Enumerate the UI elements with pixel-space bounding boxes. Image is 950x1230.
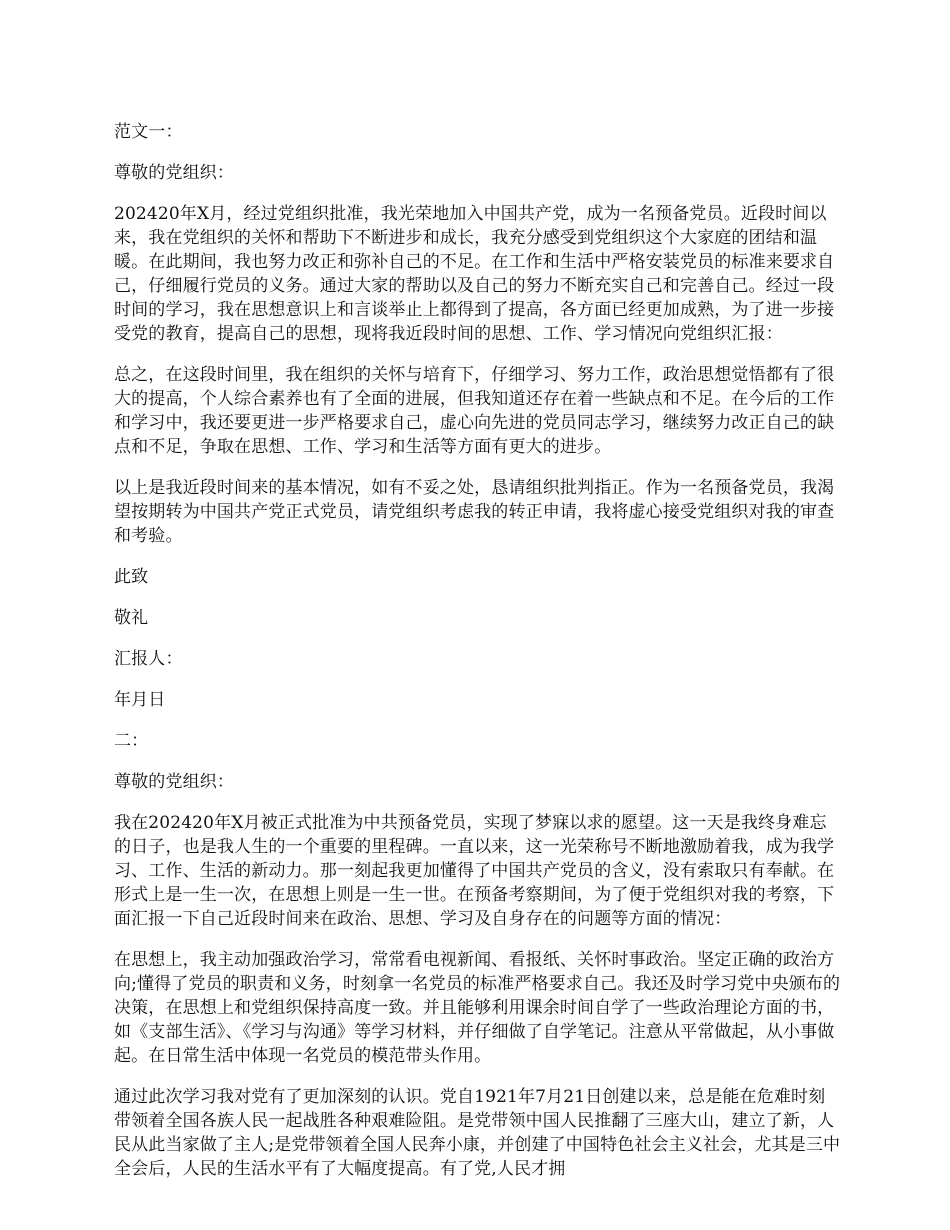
salutation-1: 尊敬的党组织： [114,163,235,183]
document-body [114,120,842,1198]
date-line: 年月日 [114,690,166,710]
closing-line-1: 此致 [114,567,149,587]
salutation-2: 尊敬的党组织： [114,772,235,792]
paragraph-4: 我在202420年X月被正式批准为中共预备党员，实现了梦寐以求的愿望。这一天是我终身难忘的日子，也是我人生的一个重要的里程碑。一直以来，这一光荣称号不断地激励着我，成为我学习、工作、生活的新动力。那一刻起我更加懂得了中国共产党员的含义，没有索取只有奉献。在形式上是一生一次，在思想上则是一生一世。在预备考察期间，为了便于党组织对我的考察，下面汇报一下自己近段时间来在政治、思想、学习及自身存在的问题等方面的情况： [114,813,835,929]
section-heading-1: 范文一： [114,122,183,142]
section-heading-2: 二： [114,731,149,751]
paragraph-3: 以上是我近段时间来的基本情况，如有不妥之处，恳请组织批判指正。作为一名预备党员，我渴望按期转为中国共产党正式党员，请党组织考虑我的转正申请，我将虚心接受党组织对我的审查和考验。 [114,478,835,546]
paragraph-5: 在思想上，我主动加强政治学习，常常看电视新闻、看报纸、关怀时事政治。坚定正确的政治方向;懂得了党员的职责和义务，时刻拿一名党员的标准严格要求自己。我还及时学习党中央颁布的决策，在思想上和党组织保持高度一致。并且能够利用课余时间自学了一些政治理论方面的书，如《支部生活》、《学习与沟通》等学习材料，并仔细做了自学笔记。注意从平常做起，从小事做起。在日常生活中体现一名党员的模范带头作用。 [114,950,841,1066]
reporter-line: 汇报人： [114,649,183,669]
paragraph-2: 总之，在这段时间里，我在组织的关怀与培育下，仔细学习、努力工作，政治思想觉悟都有了很大的提高，个人综合素养也有了全面的进展，但我知道还存在着一些缺点和不足。在今后的工作和学习中，我还要更进一步严格要求自己，虚心向先进的党员同志学习，继续努力改正自己的缺点和不足，争取在思想、工作、学习和生活等方面有更大的进步。 [114,365,835,457]
closing-line-2: 敬礼 [114,608,149,628]
paragraph-1: 202420年X月，经过党组织批准，我光荣地加入中国共产党，成为一名预备党员。近段时间以来，我在党组织的关怀和帮助下不断进步和成长，我充分感受到党组织这个大家庭的团结和温暖。在此期间，我也努力改正和弥补自己的不足。在工作和生活中严格安装党员的标准来要求自己，仔细履行党员的义务。通过大家的帮助以及自己的努力不断充实自己和完善自己。经过一段时间的学习，我在思想意识上和言谈举止上都得到了提高，各方面已经更加成熟，为了进一步接受党的教育，提高自己的思想，现将我近段时间的思想、工作、学习情况向党组织汇报： [114,204,835,344]
paragraph-6: 通过此次学习我对党有了更加深刻的认识。党自1921年7月21日创建以来，总是能在危难时刻带领着全国各族人民一起战胜各种艰难险阻。是党带领中国人民推翻了三座大山，建立了新，人民从此当家做了主人;是党带领着全国人民奔小康，并创建了中国特色社会主义社会，尤其是三中全会后，人民的生活水平有了大幅度提高。有了党,人民才拥 [114,1087,841,1179]
